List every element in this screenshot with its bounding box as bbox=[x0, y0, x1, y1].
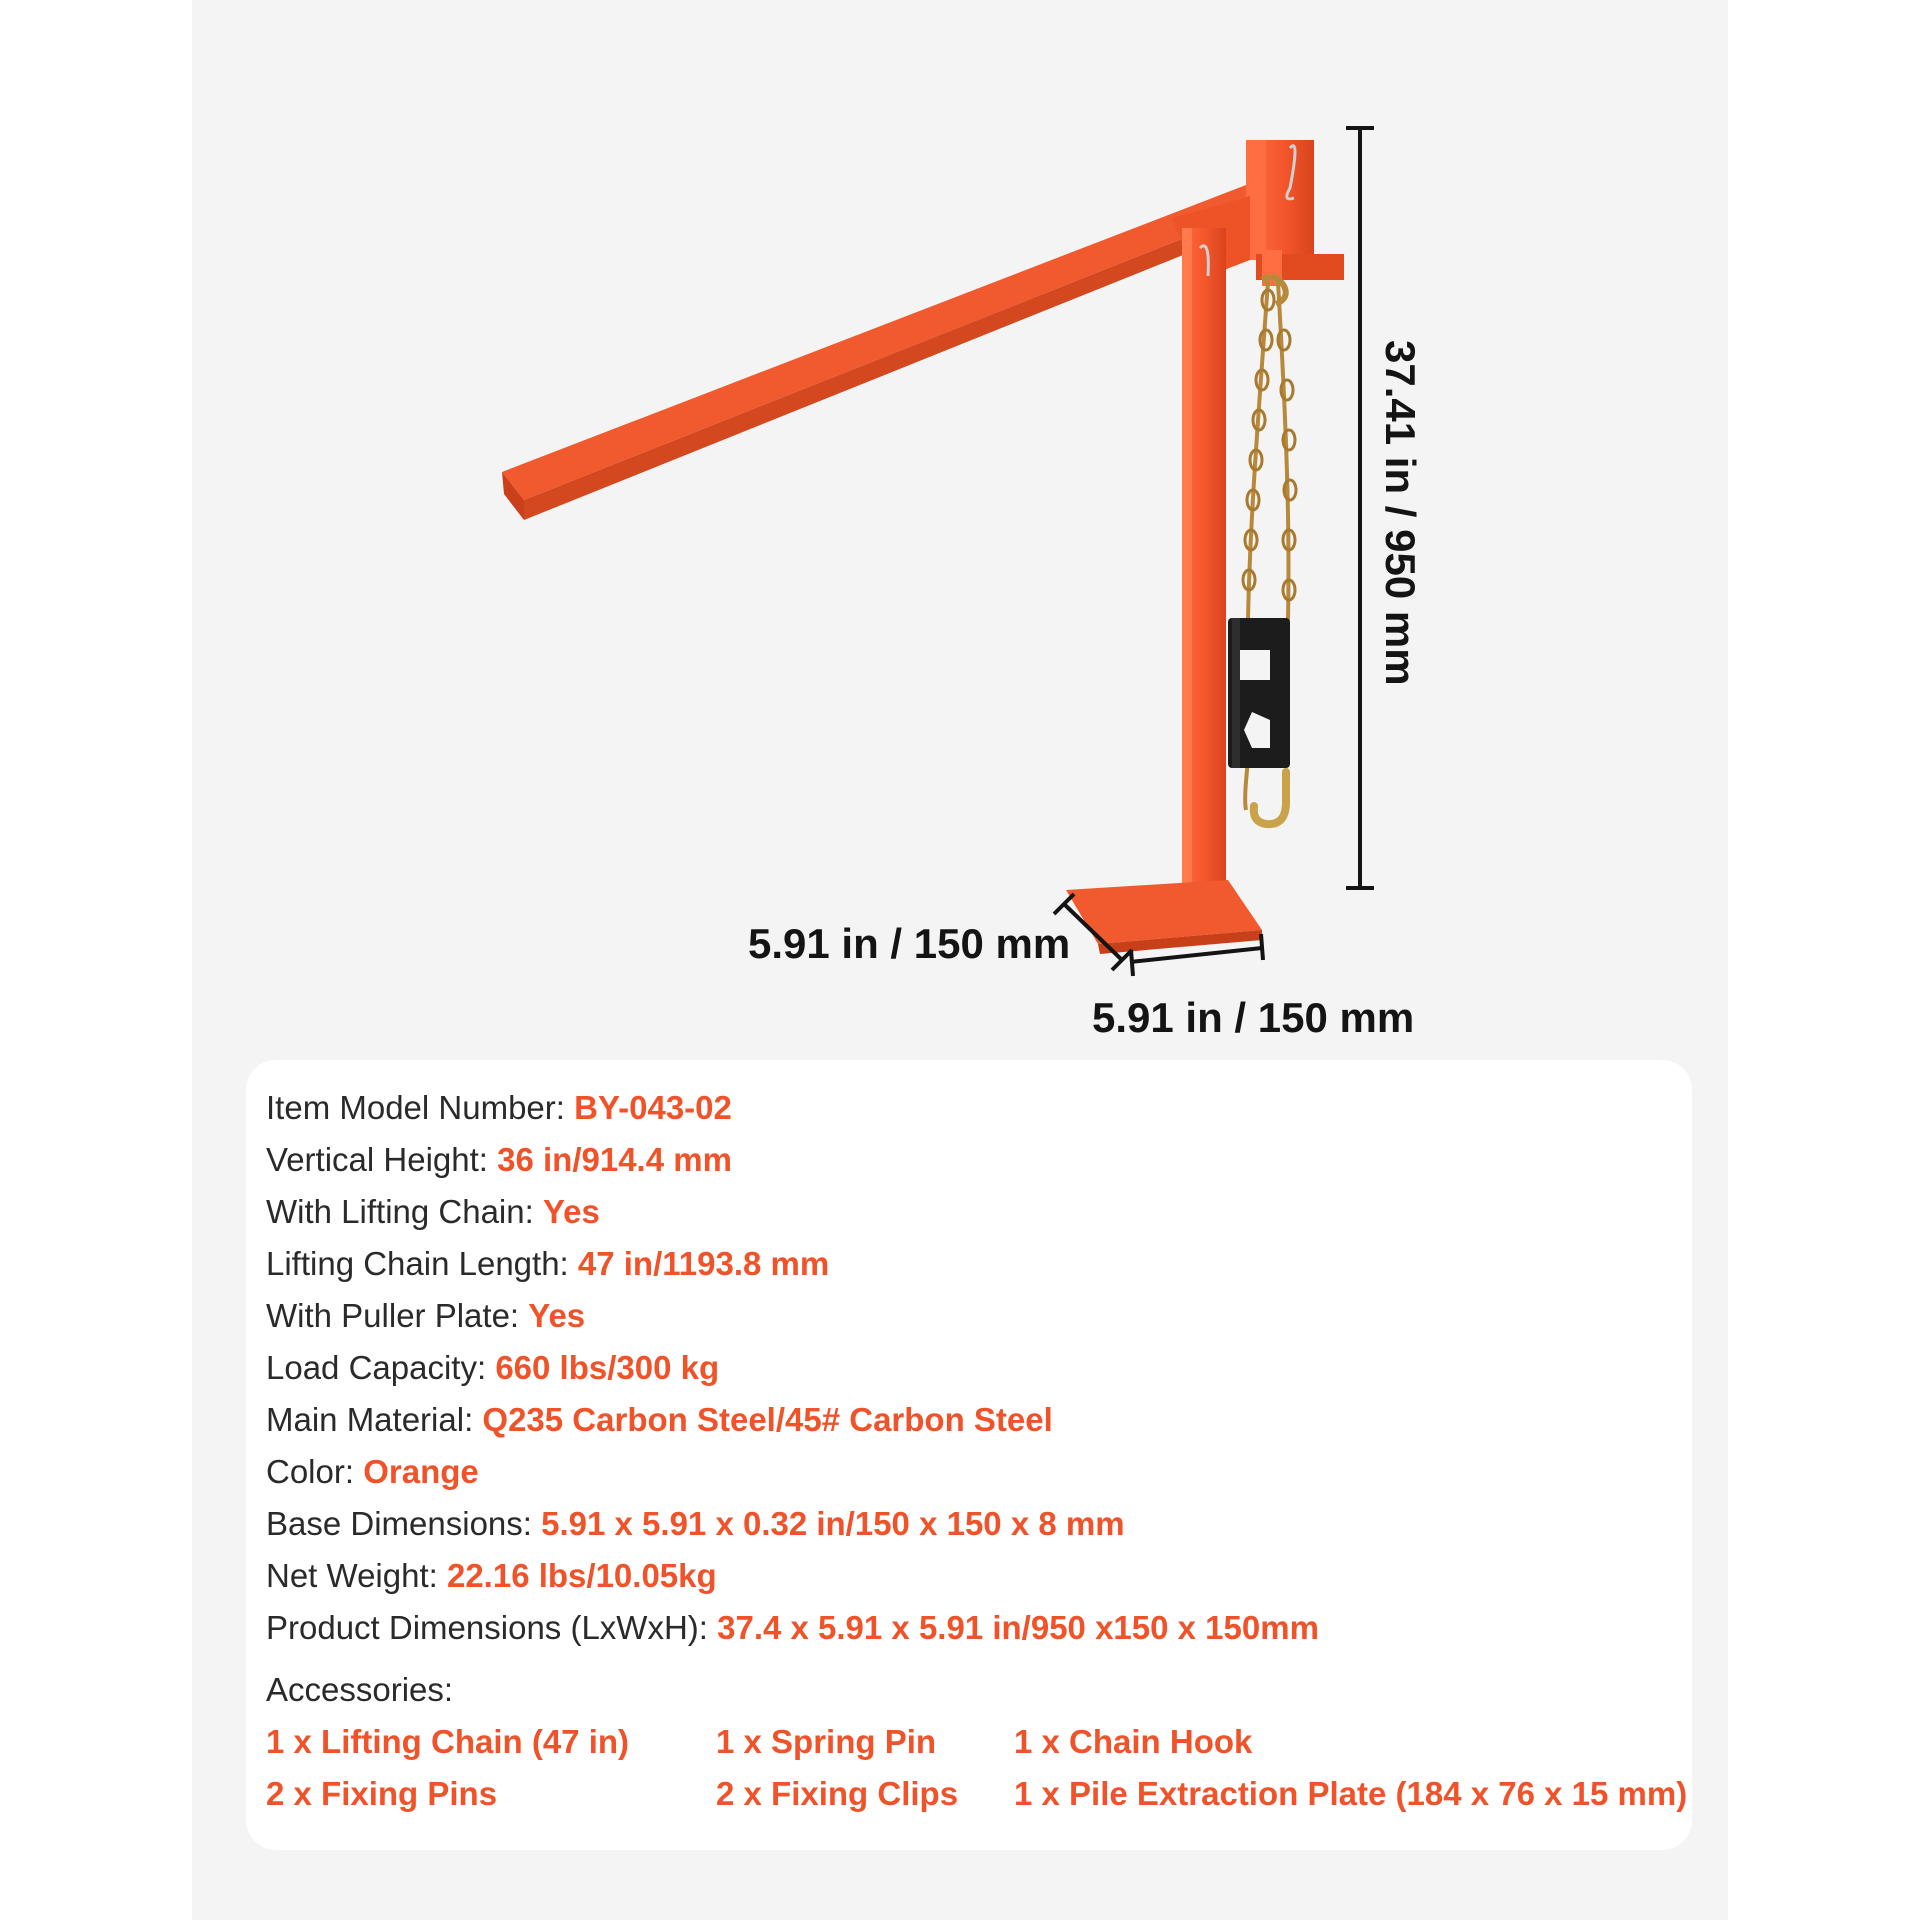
accessory-fixing-clips: 2 x Fixing Clips bbox=[716, 1775, 959, 1812]
spec-row-product-dimensions: Product Dimensions (LxWxH): 37.4 x 5.91 x 5.91 in/950 x150 x 150mm bbox=[266, 1609, 1319, 1646]
accessory-chain-hook: 1 x Chain Hook bbox=[1014, 1723, 1253, 1760]
spec-card bbox=[246, 1060, 1692, 1850]
accessory-fixing-pins: 2 x Fixing Pins bbox=[266, 1775, 498, 1812]
spec-row-base-dimensions: Base Dimensions: 5.91 x 5.91 x 0.32 in/150 x 150 x 8 mm bbox=[266, 1505, 1125, 1542]
spec-row-net-weight: Net Weight: 22.16 lbs/10.05kg bbox=[266, 1557, 717, 1594]
accessory-spring-pin: 1 x Spring Pin bbox=[716, 1723, 937, 1760]
lever-handle bbox=[502, 168, 1290, 520]
spec-row-puller-plate: With Puller Plate: Yes bbox=[266, 1297, 586, 1334]
spec-list bbox=[266, 1082, 1319, 1654]
spec-row-chain-length: Lifting Chain Length: 47 in/1193.8 mm bbox=[266, 1245, 830, 1282]
base-plate bbox=[1066, 880, 1262, 954]
width-label: 5.91 in / 150 mm bbox=[1092, 994, 1415, 1041]
chain-hook-icon bbox=[1254, 772, 1286, 824]
spec-row-lifting-chain: With Lifting Chain: Yes bbox=[266, 1193, 600, 1230]
accessories-title: Accessories: bbox=[266, 1671, 454, 1708]
spec-row-vertical-height: Vertical Height: 36 in/914.4 mm bbox=[266, 1141, 732, 1178]
puller-plate bbox=[1228, 618, 1290, 768]
spec-row-material: Main Material: Q235 Carbon Steel/45# Carbon Steel bbox=[266, 1401, 1053, 1438]
vertical-post bbox=[1172, 196, 1250, 900]
depth-label: 5.91 in / 150 mm bbox=[748, 920, 1071, 967]
spec-row-model: Item Model Number: BY-043-02 bbox=[266, 1089, 732, 1126]
spec-row-load-capacity: Load Capacity: 660 lbs/300 kg bbox=[266, 1349, 720, 1386]
accessory-lifting-chain: 1 x Lifting Chain (47 in) bbox=[266, 1723, 630, 1760]
accessory-extraction-plate: 1 x Pile Extraction Plate (184 x 76 x 15 mm) bbox=[1014, 1775, 1688, 1812]
height-dimension-line bbox=[1346, 128, 1374, 888]
spec-row-color: Color: Orange bbox=[266, 1453, 479, 1490]
height-label: 37.41 in / 950 mm bbox=[1377, 340, 1424, 686]
